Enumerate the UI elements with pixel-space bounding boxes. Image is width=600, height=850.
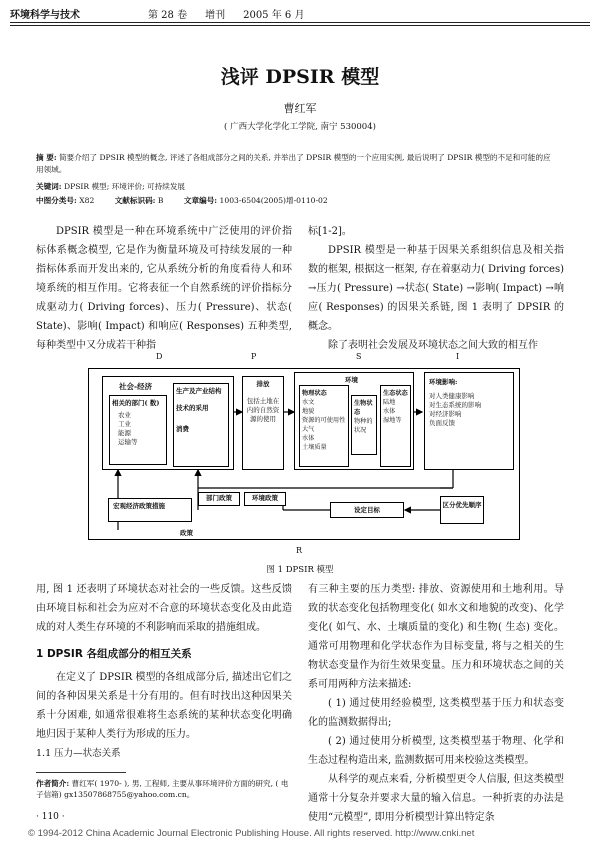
paragraph: 除了表明社会发展及环境状态之间大致的相互作 [328,340,538,351]
keywords-text: DPSIR 模型; 环境评价; 可持续发展 [64,182,186,191]
macro-policy-box [108,498,192,522]
figure-caption: 图 1 DPSIR 模型 [266,565,334,575]
page-number: · 110 · [36,812,65,822]
paragraph: 用, 图 1 还表明了环境状态对社会的一些反馈。这些反馈由环境目标和社会为应对不合意的环境状态变化及由此造成的对人类生存环境的不利影响而采取的措施组成。 [36,584,292,633]
physical-state-box [299,385,349,467]
bio-item: 状况 [354,427,367,434]
impact-title: 环境影响: [429,378,458,386]
copyright-watermark: © 1994-2012 China Academic Journal Electronic Publishing House. All rights reserved. http://www.cnki.net [28,828,475,839]
classification [36,195,556,207]
footnote-rule [36,772,126,773]
author-note-label: 作者简介: [36,779,70,788]
sector-item: 运输等 [118,438,138,446]
article-label: 文章编号: [183,196,218,205]
impact-box [424,372,514,470]
sector-policy-label: 部门政策 [206,494,232,502]
bio-item: 物种的 [354,418,373,425]
paper-title: 浅评 DPSIR 模型 [220,66,380,88]
label-s: S [356,352,362,361]
volume: 第 28 卷 [148,10,188,21]
label-i: I [456,352,460,361]
technology-label: 技术的采用 [176,404,209,412]
right-column-top [308,222,564,355]
abstract-text: 简要介绍了 DPSIR 模型的概念, 评述了各组成部分之间的关系, 并举出了 DPSIR 模型的一个应用实例, 最后说明了 DPSIR 模型的不足和可能的应用领域。 [36,153,551,174]
production-box [173,383,229,467]
keywords [36,181,556,193]
left-column-top [36,222,292,355]
clc-value: X82 [79,196,95,205]
physical-item: 水体 [302,435,315,442]
label-r: R [296,546,303,555]
paragraph: 从科学的观点来看, 分析模型更令人信服, 但这类模型通常十分复杂并要求大量的输入信息。一种折衷的办法是使用“元模型”, 即用分析模型计算出特定条 [308,774,564,823]
abstract-label: 摘 要: [36,153,57,162]
paragraph: DPSIR 模型是一种在环境系统中广泛使用的评价指标体系概念模型, 它是作为衡量环境及可持续发展的一种指标体系而开发出来的, 它从系统分析的角度看待人和环境系统的相互作用。它将表征一个自然系统的评价指标分成驱动力( Driving forces)、压力( Pressure)、状态( State)、影响( Impact) 和响应( Responses) 五种类型, 每种类型中又分成若干种指 [36,226,292,351]
author-note [36,778,292,800]
paragraph: ( 2) 通过使用分析模型, 这类模型基于物理、化学和生态过程构造出来, 监测数据可用来校验这类模型。 [308,736,564,766]
header-rule [10,22,590,23]
social-economic-box [102,376,234,470]
label-d: D [156,352,163,361]
target-label: 设定目标 [354,506,380,514]
impact-item: 对人类健康影响 [429,392,475,400]
sector-item: 农业 [118,411,131,419]
eco-item: 湿地等 [383,417,402,424]
article-value: 1003-6504(2005)增-0110-02 [219,196,328,205]
subsection-heading: 1.1 压力—状态关系 [36,748,121,759]
author-name: 曹红军 [283,102,317,115]
impact-item: 负面反馈 [429,419,455,427]
physical-item: 土壤质量 [302,444,327,451]
policy-label: 政策 [180,529,193,537]
author-affiliation: ( 广西大学化学化工学院, 南宁 530004) [224,122,376,132]
header-rule-2 [10,25,590,26]
running-header [10,6,590,21]
state-box [294,372,414,470]
macro-policy-label: 宏观经济政策措施 [113,502,165,510]
doc-value: B [157,196,164,205]
physical-item: 大气 [302,426,315,433]
dpsir-figure [88,352,520,562]
section-heading: 1 DPSIR 各组成部分的相互关系 [36,648,192,660]
paragraph: ( 1) 通过使用经验模型, 这类模型基于压力和状态变化的监测数据得出; [308,698,564,728]
environment-label: 环境 [345,376,358,384]
left-column-bottom [36,580,292,763]
eco-state-label: 生态状态 [383,390,408,397]
sector-item: 能源 [118,429,131,437]
sector-item: 工业 [118,420,131,428]
emission-label: 排放 [256,380,270,388]
social-economic-label: 社会-经济 [119,382,153,391]
bio-state-label: 生物状态 [354,400,373,416]
impact-item: 对生态系统的影响 [429,401,481,409]
paragraph: 在定义了 DPSIR 模型的各组成部分后, 描述出它们之间的各种因果关系是十分有用的。但有时找出这种因果关系十分困难, 如通常很难将生态系统的某种状态变化明确地归因于某种人类行为形成的压力。 [36,672,292,740]
physical-state-label: 物理状态 [302,390,327,397]
physical-item: 资源的可使用性 [302,417,346,424]
resource-use-label: 包括土地在内的自然资源的使用 [246,397,280,423]
doc-label: 文献标识码: [114,196,156,205]
clc-label: 中图分类号: [36,196,77,205]
env-policy-box [244,492,286,506]
journal-name: 环境科学与技术 [10,10,80,21]
eco-item: 水体 [383,408,396,415]
priority-box [440,496,484,524]
keywords-label: 关键词: [36,182,62,191]
author-note-text: 曹红军( 1970- ), 男, 工程师, 主要从事环境评价方面的研究, ( 电子信箱) gx13507868755@yahoo.com.cn。 [36,779,289,799]
paragraph: DPSIR 模型是一种基于因果关系组织信息及相关指数的框架, 根据这一框架, 存在着驱动力( Driving forces) →压力( Pressure) →状态( State) →影响( Impact) →响应( Responses) 的因果关系链, 图 1 表明了 DPSIR 的概念。 [308,245,564,332]
target-box [330,502,404,518]
physical-item: 水文 [302,399,315,406]
paragraph: 有三种主要的压力类型: 排放、资源使用和土地利用。导致的状态变化包括物理变化( 如水文和地貌的改变)、化学变化( 如气、水、土壤质量的变化) 和生物( 生态) 变化。通常可用物理和化学状态作为目标变量, 将与之相关的生物状态变量作为衍生效果变量。压力和环境状态之间的关系可用两种方法来描述: [308,584,564,690]
sector-policy-box [198,492,240,506]
pressure-box [242,376,284,470]
production-label: 生产及产业结构 [176,387,222,395]
date: 2005 年 6 月 [243,10,305,21]
consumption-label: 消费 [176,425,189,433]
issue: 增刊 [205,10,226,21]
paragraph: 标[1-2]。 [308,226,352,237]
bio-state-box [351,395,377,455]
eco-item: 陆地 [383,399,396,406]
sectors-title: 相关的部门( 数) [112,399,160,407]
priority-label: 区分优先顺序 [442,501,482,509]
env-policy-label: 环境政策 [252,494,278,502]
eco-state-box [380,385,411,467]
label-p: P [251,352,257,361]
physical-item: 地貌 [302,408,315,415]
right-column-bottom [308,580,564,827]
impact-item: 对经济影响 [429,410,462,418]
sectors-box [109,395,167,465]
abstract [36,152,556,176]
